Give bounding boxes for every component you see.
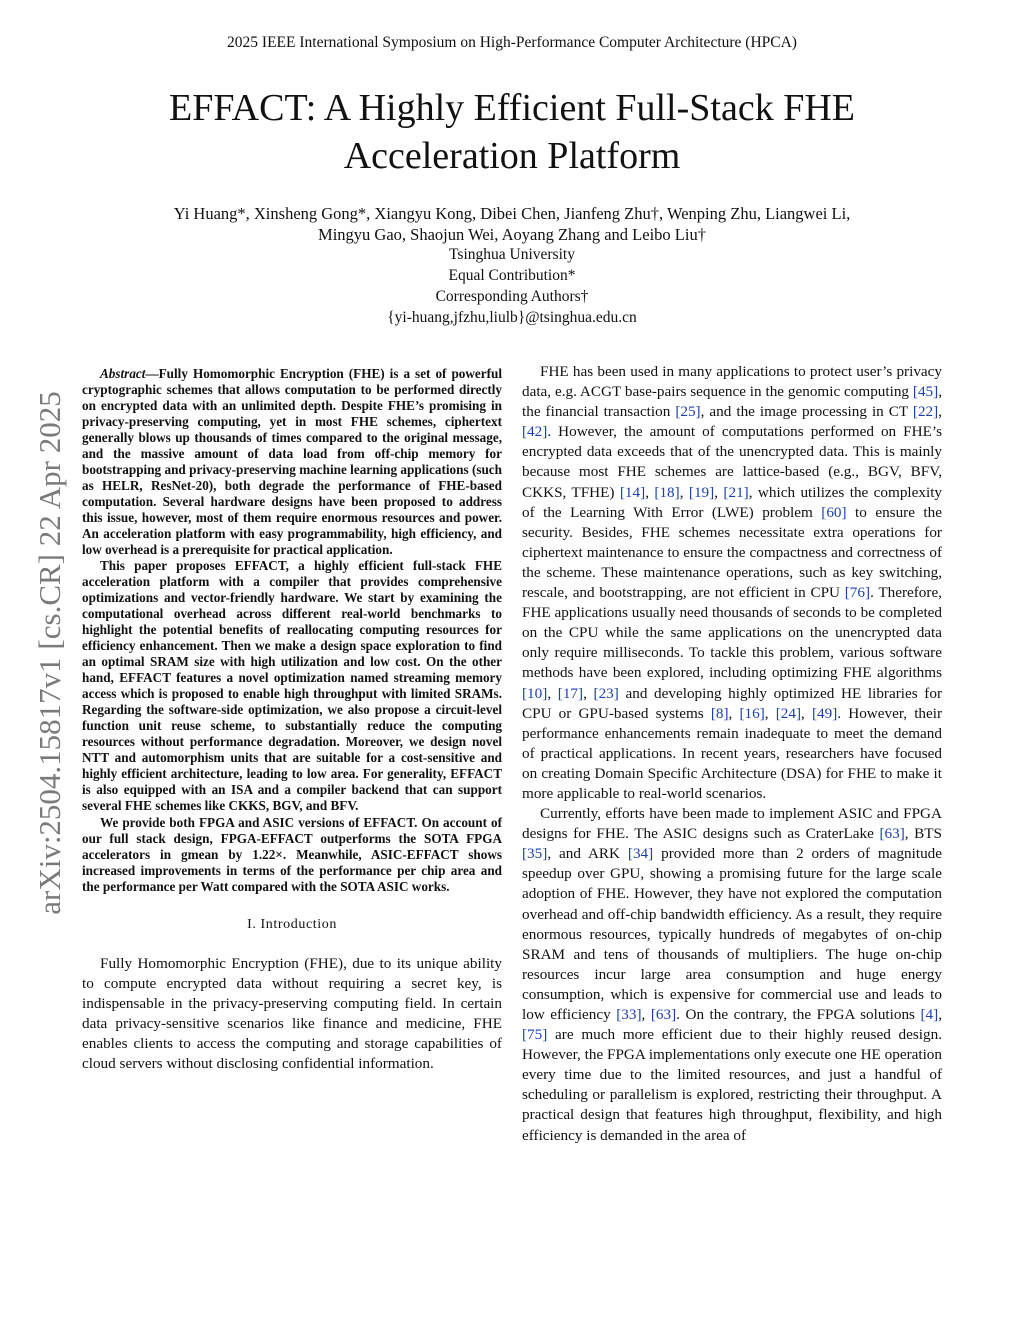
paragraph-text: , xyxy=(679,483,689,501)
section-heading-introduction: I. Introduction xyxy=(247,916,337,932)
citation-link[interactable]: [19] xyxy=(688,483,715,501)
abstract-paragraph-1: Abstract—Fully Homomorphic Encryption (FHE) is a set of powerful cryptographic schemes that allows computation to be performed directly on encrypted data with an unlimited depth. Despite FHE’s promising in privacy-preserving computing, yet in most FHE schemes, ciphertext generally blows up thousands of times compared to the original message, and the massive amount of data load from off-chip memory for bootstrapping and privacy-preserving machine learning applications (such as HELR, ResNet-20), both degrade the performance of FHE-based computation. Several hardware designs have been proposed to address this issue, however, most of them require enormous resources and power. An acceleration platform with easy programmability, high efficiency, and low overhead is a prerequisite for practical application. xyxy=(82,366,502,557)
abstract-paragraph-3: We provide both FPGA and ASIC versions of EFFACT. On account of our full stack design, FPGA-EFFACT outperforms the SOTA FPGA accelerators in gmean by 1.22×. Meanwhile, ASIC-EFFACT shows increased improvements in terms of the performance per chip area and the performance per Watt compared with the SOTA ASIC works. xyxy=(82,814,502,894)
paragraph-text: are much more efficient due to their highly reused design. However, the FPGA implementations only execute one HE operation every time due to the limited resources, and just a handful of scheduling or parallelism is explored, restricting their throughput. A practical design that features high throughput, flexibility, and high efficiency is demanded in the area of xyxy=(522,1026,942,1144)
abstract-lead: Abstract xyxy=(100,366,146,381)
paragraph-text: , and the image processing in CT xyxy=(700,403,913,421)
citation-link[interactable]: [16] xyxy=(739,704,765,722)
paragraph-text: . On the contrary, the FPGA solutions xyxy=(676,1006,921,1023)
paper-title xyxy=(60,84,964,180)
authors-line-2: Mingyu Gao, Shaojun Wei, Aoyang Zhang and Leibo Liu† xyxy=(318,225,706,244)
paragraph-text: , and ARK xyxy=(547,845,628,863)
paragraph-text: , xyxy=(764,704,776,722)
citation-link[interactable]: [10] xyxy=(522,684,548,702)
right-paragraph-1 xyxy=(522,362,942,804)
paragraph-text: , xyxy=(938,1006,942,1023)
intro-paragraph-1: Fully Homomorphic Encryption (FHE), due to its unique ability to compute encrypted data without requiring a secret key, is indispensable in the privacy-preserving computing field. In certain data privacy-sensitive scenarios like finance and medicine, FHE enables clients to access the computing and storage capabilities of cloud servers without disclosing confidential information. xyxy=(82,954,502,1073)
paragraph-text: . However, the amount of computations performed on FHE’s encrypted data exceeds that of the unencrypted data. This is mainly because most FHE schemes are lattice-based (e.g., BGV, BFV, CKKS, TFHE) xyxy=(522,423,942,501)
paragraph-text: . However, their performance enhancements remain inadequate to meet the demand of practical applications. In recent years, researchers have focused on creating Domain Specific Architecture (DSA) for FHE to make it more applicable to real-world scenarios. xyxy=(522,704,943,802)
paragraph-text: , xyxy=(801,704,812,722)
affiliation: Tsinghua University xyxy=(449,246,575,263)
abstract xyxy=(82,366,502,895)
citation-link[interactable]: [8] xyxy=(710,704,729,722)
citation-link[interactable]: [76] xyxy=(844,584,871,602)
right-column xyxy=(522,362,942,1146)
paragraph-text: , xyxy=(583,684,594,702)
paragraph-text: to ensure the security. Besides, FHE schemes necessitate extra operations for ciphertext maintenance to ensure the compactness and correctness of the scheme. These maintenance operations, such as key switching, rescale, and bootstrapping, are not efficient in CPU xyxy=(522,503,942,602)
paragraph-text: . Therefore, FHE applications usually need thousands of seconds to be completed on the CPU while the same applications on the unencrypted data only require milliseconds. To tackle this problem, various software methods have been explored, including optimizing FHE algorithms xyxy=(522,584,942,682)
citation-link[interactable]: [45] xyxy=(912,383,939,401)
citation-link[interactable]: [23] xyxy=(593,684,619,702)
paragraph-text: , the financial transaction xyxy=(522,383,942,421)
arxiv-identifier-stamp: arXiv:2504.15817v1 [cs.CR] 22 Apr 2025 xyxy=(32,391,67,915)
title-line-2: Acceleration Platform xyxy=(343,135,681,177)
paragraph-text: , which utilizes the complexity of the Learning With Error (LWE) problem xyxy=(522,483,943,521)
corresponding-authors-note: Corresponding Authors† xyxy=(435,288,589,305)
paragraph-text: provided more than 2 orders of magnitude speedup over GPU, showing a promising future for the large scale adoption of FHE. However, they have not explored the computation overhead and off-chip bandwidth efficiency. As a result, they require enormous resources, typically hundreds of megabytes of on-chip SRAM and tens of thousands of multipliers. The huge on-chip resources incur large area consumption and huge energy consumption, which is expensive for commercial use and leads to low efficiency xyxy=(522,845,943,1023)
paragraph-text: , BTS xyxy=(904,825,942,843)
paragraph-text: , xyxy=(547,684,558,702)
citation-link[interactable]: [63] xyxy=(879,825,905,843)
paragraph-text: Currently, efforts have been made to implement ASIC and FPGA designs for FHE. The ASIC designs such as CraterLake xyxy=(522,805,942,843)
paragraph-text: , xyxy=(938,403,943,421)
paragraph-text: , xyxy=(714,483,724,501)
citation-link[interactable]: [17] xyxy=(557,684,584,702)
equal-contribution-note: Equal Contribution* xyxy=(448,267,576,284)
title-line-1: EFFACT: A Highly Efficient Full-Stack FHE xyxy=(169,87,855,129)
paragraph-text: , xyxy=(641,1006,651,1023)
citation-link[interactable]: [4] xyxy=(920,1006,939,1023)
paragraph-text: FHE has been used in many applications to protect user’s privacy data, e.g. ACGT base-pairs sequence in the genomic computing xyxy=(522,363,942,401)
citation-link[interactable]: [49] xyxy=(811,704,838,722)
citation-link[interactable]: [14] xyxy=(619,483,646,501)
citation-link[interactable]: [34] xyxy=(627,845,654,863)
paragraph-text: , xyxy=(645,483,655,501)
citation-link[interactable]: [18] xyxy=(654,483,680,501)
introduction-body xyxy=(82,954,502,1075)
conference-header: 2025 IEEE International Symposium on High-Performance Computer Architecture (HPCA) xyxy=(227,34,797,51)
author-emails: {yi-huang,jfzhu,liulb}@tsinghua.edu.cn xyxy=(387,309,637,326)
paragraph-text: and developing highly optimized HE libraries for CPU or GPU-based systems xyxy=(522,684,943,722)
citation-link[interactable]: [63] xyxy=(650,1006,677,1023)
authors-line-1: Yi Huang*, Xinsheng Gong*, Xiangyu Kong, Dibei Chen, Jianfeng Zhu†, Wenping Zhu, Liangwei Li, xyxy=(173,204,851,223)
citation-link[interactable]: [42] xyxy=(522,423,548,441)
citation-link[interactable]: [22] xyxy=(912,403,939,421)
citation-link[interactable]: [25] xyxy=(675,403,701,421)
citation-link[interactable]: [60] xyxy=(821,503,847,521)
paragraph-text: , xyxy=(728,704,740,722)
citation-link[interactable]: [75] xyxy=(522,1026,548,1044)
left-column xyxy=(82,366,502,1074)
citation-link[interactable]: [35] xyxy=(522,845,548,863)
author-list xyxy=(90,203,934,245)
citation-link[interactable]: [21] xyxy=(723,483,749,501)
right-paragraph-2 xyxy=(522,804,942,1146)
citation-link[interactable]: [33] xyxy=(616,1006,642,1023)
citation-link[interactable]: [24] xyxy=(775,704,802,722)
abstract-paragraph-2: This paper proposes EFFACT, a highly efficient full-stack FHE acceleration platform with a compiler that provides comprehensive optimizations and vector-friendly hardware. We start by examining the computational overhead across different real-world benchmarks to highlight the potential benefits of reallocating computing resources for efficiency enhancement. Then we make a design space exploration to find an optimal SRAM size with high utilization and low cost. On the other hand, EFFACT features a novel optimization named streaming memory access which is proposed to enable high throughput with limited SRAMs. Regarding the software-side optimization, we also propose a circuit-level function unit reuse scheme, to substantially reduce the computing resources without performance degradation. Moreover, we design novel NTT and automorphism units that are suitable for a cost-sensitive and highly efficient architecture, leading to low area. For generality, EFFACT is also equipped with an ISA and a compiler backend that can support several FHE schemes like CKKS, BGV, and BFV. xyxy=(82,558,502,814)
